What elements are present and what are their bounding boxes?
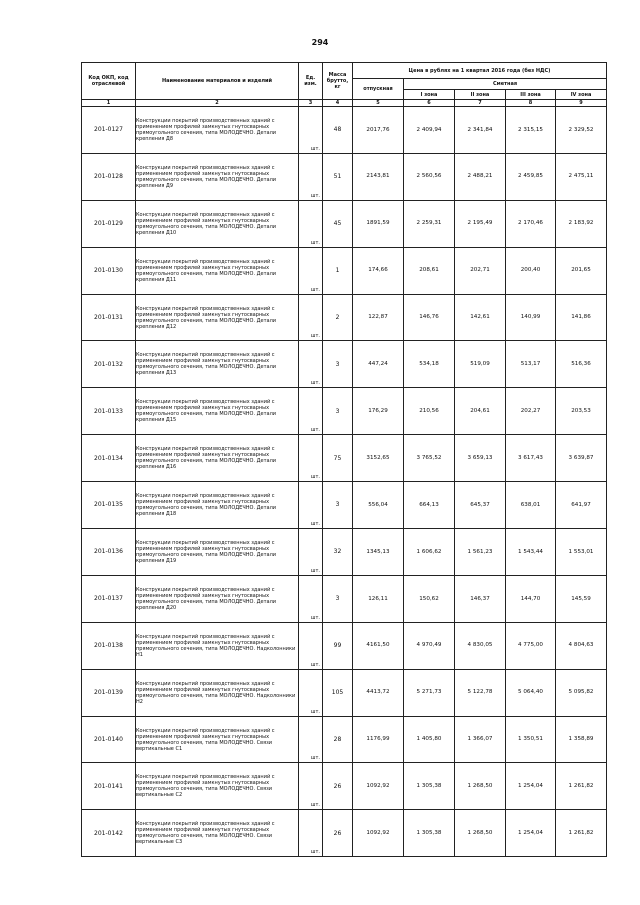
- row-unit: шт.: [299, 810, 323, 857]
- table-row: [82, 388, 607, 435]
- price-table: [81, 62, 607, 857]
- table-row: [82, 200, 607, 247]
- row-mass: 51: [323, 153, 353, 200]
- header-mass: Масса брутто, кг: [323, 63, 353, 100]
- row-zone-3-price: 4 775,00: [506, 622, 556, 669]
- row-zone-1-price: 1 606,62: [404, 529, 455, 576]
- row-unit: шт.: [299, 716, 323, 763]
- row-name: Конструкции покрытий производственных зданий с применением профилей замкнутых гнутосварных прямоугольного сечения, типа МОЛОДЕЧНО. Детали крепления Д10: [136, 200, 299, 247]
- row-name: Конструкции покрытий производственных зданий с применением профилей замкнутых гнутосварных прямоугольного сечения, типа МОЛОДЕЧНО. Детали крепления Д9: [136, 153, 299, 200]
- header-zone-4: IV зона: [556, 90, 607, 100]
- table-row: [82, 247, 607, 294]
- row-zone-2-price: 204,61: [455, 388, 506, 435]
- row-name: Конструкции покрытий производственных зданий с применением профилей замкнутых гнутосварных прямоугольного сечения, типа МОЛОДЕЧНО. Детали крепления Д15: [136, 388, 299, 435]
- row-zone-1-price: 2 560,56: [404, 153, 455, 200]
- row-unit: шт.: [299, 575, 323, 622]
- row-code: 201-0137: [82, 575, 136, 622]
- row-zone-3-price: 144,70: [506, 575, 556, 622]
- row-unit: шт.: [299, 247, 323, 294]
- row-name: Конструкции покрытий производственных зданий с применением профилей замкнутых гнутосварных прямоугольного сечения, типа МОЛОДЕЧНО. Связи вертикальные С1: [136, 716, 299, 763]
- table-row: [82, 435, 607, 482]
- row-zone-1-price: 210,56: [404, 388, 455, 435]
- row-unit: шт.: [299, 622, 323, 669]
- row-mass: 45: [323, 200, 353, 247]
- row-mass: 105: [323, 669, 353, 716]
- row-zone-1-price: 1 305,38: [404, 763, 455, 810]
- page-number: 294: [311, 38, 329, 47]
- table-row: [82, 763, 607, 810]
- row-zone-1-price: 2 409,94: [404, 107, 455, 154]
- column-number: 6: [404, 100, 455, 107]
- row-name: Конструкции покрытий производственных зданий с применением профилей замкнутых гнутосварных прямоугольного сечения, типа МОЛОДЕЧНО. Надколонники Н2: [136, 669, 299, 716]
- row-zone-3-price: 2 170,46: [506, 200, 556, 247]
- header-release-price: отпускная: [353, 79, 404, 100]
- row-zone-2-price: 2 488,21: [455, 153, 506, 200]
- row-zone-2-price: 3 659,13: [455, 435, 506, 482]
- row-zone-1-price: 208,61: [404, 247, 455, 294]
- row-zone-3-price: 1 350,51: [506, 716, 556, 763]
- table-row: [82, 622, 607, 669]
- row-zone-1-price: 2 259,31: [404, 200, 455, 247]
- row-release-price: 3152,65: [353, 435, 404, 482]
- row-code: 201-0138: [82, 622, 136, 669]
- row-zone-1-price: 1 305,38: [404, 810, 455, 857]
- row-zone-4-price: 5 095,82: [556, 669, 607, 716]
- column-number: 1: [82, 100, 136, 107]
- row-release-price: 1092,92: [353, 810, 404, 857]
- row-code: 201-0135: [82, 482, 136, 529]
- table-row: [82, 341, 607, 388]
- row-zone-2-price: 2 341,84: [455, 107, 506, 154]
- row-unit: шт.: [299, 763, 323, 810]
- row-name: Конструкции покрытий производственных зданий с применением профилей замкнутых гнутосварных прямоугольного сечения, типа МОЛОДЕЧНО. Связи вертикальные С3: [136, 810, 299, 857]
- row-zone-4-price: 516,36: [556, 341, 607, 388]
- row-zone-4-price: 1 261,82: [556, 810, 607, 857]
- row-unit: шт.: [299, 153, 323, 200]
- row-code: 201-0134: [82, 435, 136, 482]
- row-mass: 1: [323, 247, 353, 294]
- row-zone-2-price: 146,37: [455, 575, 506, 622]
- row-zone-3-price: 202,27: [506, 388, 556, 435]
- row-zone-3-price: 140,99: [506, 294, 556, 341]
- row-zone-2-price: 4 830,05: [455, 622, 506, 669]
- row-release-price: 556,04: [353, 482, 404, 529]
- row-zone-4-price: 145,59: [556, 575, 607, 622]
- row-zone-3-price: 1 543,44: [506, 529, 556, 576]
- row-zone-4-price: 141,86: [556, 294, 607, 341]
- row-name: Конструкции покрытий производственных зданий с применением профилей замкнутых гнутосварных прямоугольного сечения, типа МОЛОДЕЧНО. Детали крепления Д11: [136, 247, 299, 294]
- row-zone-2-price: 5 122,78: [455, 669, 506, 716]
- table-row: [82, 575, 607, 622]
- row-mass: 99: [323, 622, 353, 669]
- row-zone-1-price: 534,18: [404, 341, 455, 388]
- row-zone-3-price: 5 064,40: [506, 669, 556, 716]
- row-code: 201-0131: [82, 294, 136, 341]
- header-code: Код ОКП, код отраслевой: [82, 63, 136, 100]
- row-zone-1-price: 146,76: [404, 294, 455, 341]
- row-name: Конструкции покрытий производственных зданий с применением профилей замкнутых гнутосварных прямоугольного сечения, типа МОЛОДЕЧНО. Детали крепления Д8: [136, 107, 299, 154]
- table-row: [82, 716, 607, 763]
- column-number: 7: [455, 100, 506, 107]
- column-number: 9: [556, 100, 607, 107]
- row-release-price: 174,66: [353, 247, 404, 294]
- row-zone-1-price: 664,13: [404, 482, 455, 529]
- header-name: Наименование материалов и изделий: [136, 63, 299, 100]
- row-release-price: 1345,13: [353, 529, 404, 576]
- row-zone-4-price: 2 329,52: [556, 107, 607, 154]
- row-zone-4-price: 2 183,92: [556, 200, 607, 247]
- row-release-price: 447,24: [353, 341, 404, 388]
- row-zone-3-price: 2 459,85: [506, 153, 556, 200]
- column-number: 3: [299, 100, 323, 107]
- row-unit: шт.: [299, 669, 323, 716]
- row-mass: 3: [323, 341, 353, 388]
- row-zone-2-price: 1 268,50: [455, 810, 506, 857]
- row-zone-4-price: 1 553,01: [556, 529, 607, 576]
- row-name: Конструкции покрытий производственных зданий с применением профилей замкнутых гнутосварных прямоугольного сечения, типа МОЛОДЕЧНО. Детали крепления Д19: [136, 529, 299, 576]
- row-unit: шт.: [299, 435, 323, 482]
- row-mass: 75: [323, 435, 353, 482]
- row-code: 201-0128: [82, 153, 136, 200]
- column-number: 4: [323, 100, 353, 107]
- row-code: 201-0132: [82, 341, 136, 388]
- row-name: Конструкции покрытий производственных зданий с применением профилей замкнутых гнутосварных прямоугольного сечения, типа МОЛОДЕЧНО. Детали крепления Д13: [136, 341, 299, 388]
- row-zone-2-price: 645,37: [455, 482, 506, 529]
- row-release-price: 2143,81: [353, 153, 404, 200]
- header-estimate-price: Сметная: [404, 79, 607, 90]
- table-row: [82, 669, 607, 716]
- row-unit: шт.: [299, 529, 323, 576]
- row-name: Конструкции покрытий производственных зданий с применением профилей замкнутых гнутосварных прямоугольного сечения, типа МОЛОДЕЧНО. Надколонники Н1: [136, 622, 299, 669]
- row-zone-2-price: 2 195,49: [455, 200, 506, 247]
- row-zone-4-price: 3 639,87: [556, 435, 607, 482]
- row-unit: шт.: [299, 482, 323, 529]
- row-release-price: 122,87: [353, 294, 404, 341]
- row-zone-2-price: 1 268,50: [455, 763, 506, 810]
- column-number: 2: [136, 100, 299, 107]
- row-mass: 32: [323, 529, 353, 576]
- row-release-price: 4413,72: [353, 669, 404, 716]
- row-code: 201-0133: [82, 388, 136, 435]
- row-name: Конструкции покрытий производственных зданий с применением профилей замкнутых гнутосварных прямоугольного сечения, типа МОЛОДЕЧНО. Детали крепления Д20: [136, 575, 299, 622]
- row-release-price: 1891,59: [353, 200, 404, 247]
- row-zone-4-price: 641,97: [556, 482, 607, 529]
- row-zone-4-price: 203,53: [556, 388, 607, 435]
- row-mass: 28: [323, 716, 353, 763]
- row-zone-2-price: 519,09: [455, 341, 506, 388]
- row-code: 201-0129: [82, 200, 136, 247]
- row-zone-4-price: 1 261,82: [556, 763, 607, 810]
- column-number: 5: [353, 100, 404, 107]
- row-release-price: 176,29: [353, 388, 404, 435]
- row-unit: шт.: [299, 388, 323, 435]
- table-row: [82, 529, 607, 576]
- row-mass: 48: [323, 107, 353, 154]
- row-zone-1-price: 150,62: [404, 575, 455, 622]
- row-code: 201-0130: [82, 247, 136, 294]
- row-release-price: 1092,92: [353, 763, 404, 810]
- row-code: 201-0140: [82, 716, 136, 763]
- row-unit: шт.: [299, 341, 323, 388]
- row-mass: 3: [323, 388, 353, 435]
- table-row: [82, 107, 607, 154]
- row-name: Конструкции покрытий производственных зданий с применением профилей замкнутых гнутосварных прямоугольного сечения, типа МОЛОДЕЧНО. Детали крепления Д16: [136, 435, 299, 482]
- row-mass: 26: [323, 810, 353, 857]
- row-zone-3-price: 3 617,43: [506, 435, 556, 482]
- row-release-price: 1176,99: [353, 716, 404, 763]
- row-code: 201-0142: [82, 810, 136, 857]
- row-zone-3-price: 513,17: [506, 341, 556, 388]
- header-zone-1: I зона: [404, 90, 455, 100]
- header-unit: Ед. изм.: [299, 63, 323, 100]
- row-code: 201-0136: [82, 529, 136, 576]
- row-zone-2-price: 1 561,23: [455, 529, 506, 576]
- row-zone-1-price: 1 405,80: [404, 716, 455, 763]
- row-zone-4-price: 4 804,63: [556, 622, 607, 669]
- row-unit: шт.: [299, 107, 323, 154]
- row-mass: 26: [323, 763, 353, 810]
- row-name: Конструкции покрытий производственных зданий с применением профилей замкнутых гнутосварных прямоугольного сечения, типа МОЛОДЕЧНО. Детали крепления Д18: [136, 482, 299, 529]
- row-release-price: 126,11: [353, 575, 404, 622]
- row-code: 201-0127: [82, 107, 136, 154]
- row-mass: 3: [323, 482, 353, 529]
- header-price-group: Цена в рублях на 1 квартал 2016 года (без НДС): [353, 63, 607, 79]
- row-unit: шт.: [299, 200, 323, 247]
- table-row: [82, 810, 607, 857]
- row-zone-2-price: 142,61: [455, 294, 506, 341]
- row-mass: 2: [323, 294, 353, 341]
- row-zone-3-price: 2 315,15: [506, 107, 556, 154]
- row-zone-1-price: 3 765,52: [404, 435, 455, 482]
- row-zone-4-price: 201,65: [556, 247, 607, 294]
- row-zone-4-price: 2 475,11: [556, 153, 607, 200]
- row-zone-1-price: 4 970,49: [404, 622, 455, 669]
- table-row: [82, 482, 607, 529]
- row-zone-2-price: 202,71: [455, 247, 506, 294]
- header-zone-3: III зона: [506, 90, 556, 100]
- row-name: Конструкции покрытий производственных зданий с применением профилей замкнутых гнутосварных прямоугольного сечения, типа МОЛОДЕЧНО. Связи вертикальные С2: [136, 763, 299, 810]
- row-name: Конструкции покрытий производственных зданий с применением профилей замкнутых гнутосварных прямоугольного сечения, типа МОЛОДЕЧНО. Детали крепления Д12: [136, 294, 299, 341]
- table-row: [82, 153, 607, 200]
- row-zone-3-price: 1 254,04: [506, 763, 556, 810]
- column-number: 8: [506, 100, 556, 107]
- row-unit: шт.: [299, 294, 323, 341]
- table-row: [82, 294, 607, 341]
- row-zone-3-price: 638,01: [506, 482, 556, 529]
- header-zone-2: II зона: [455, 90, 506, 100]
- row-zone-3-price: 200,40: [506, 247, 556, 294]
- row-zone-1-price: 5 271,73: [404, 669, 455, 716]
- row-code: 201-0141: [82, 763, 136, 810]
- row-zone-3-price: 1 254,04: [506, 810, 556, 857]
- row-code: 201-0139: [82, 669, 136, 716]
- row-zone-2-price: 1 366,07: [455, 716, 506, 763]
- row-release-price: 2017,76: [353, 107, 404, 154]
- row-zone-4-price: 1 358,89: [556, 716, 607, 763]
- row-release-price: 4161,50: [353, 622, 404, 669]
- row-mass: 3: [323, 575, 353, 622]
